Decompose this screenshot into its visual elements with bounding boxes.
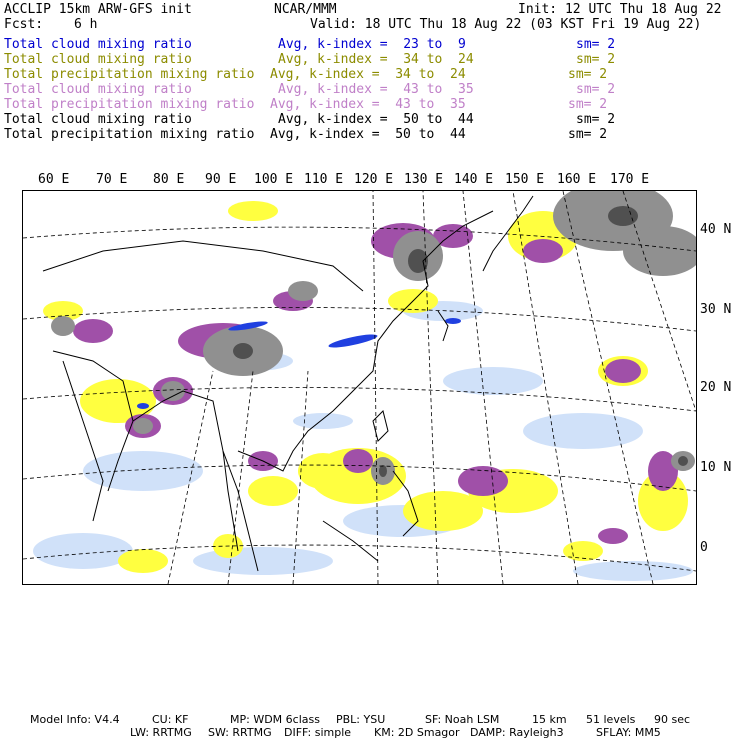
footer-sw: SW: RRTMG bbox=[208, 726, 272, 739]
legend-avg: Avg, k-index = 50 to 44 bbox=[278, 112, 474, 127]
legend-avg: Avg, k-index = 34 to 24 bbox=[278, 52, 474, 67]
lon-label: 100 E bbox=[254, 172, 294, 187]
legend-field: Total cloud mixing ratio bbox=[4, 37, 192, 52]
legend-sm: sm= 2 bbox=[576, 82, 616, 97]
lon-label: 120 E bbox=[354, 172, 394, 187]
legend-sm: sm= 2 bbox=[576, 52, 616, 67]
footer-model-info: Model Info: V4.4 bbox=[30, 713, 120, 726]
forecast-label: Fcst: bbox=[4, 17, 44, 32]
light-cloud-shading bbox=[33, 301, 693, 581]
footer-diff: DIFF: simple bbox=[284, 726, 352, 739]
footer-damp: DAMP: Rayleigh3 bbox=[470, 726, 564, 739]
legend-avg: Avg, k-index = 43 to 35 bbox=[278, 82, 474, 97]
legend-sm: sm= 2 bbox=[568, 97, 608, 112]
footer-levels: 51 levels bbox=[586, 713, 636, 726]
forecast-map bbox=[22, 190, 697, 585]
legend-sm: sm= 2 bbox=[576, 112, 616, 127]
legend-field: Total precipitation mixing ratio bbox=[4, 67, 255, 82]
lat-label: 10 N bbox=[700, 460, 732, 475]
lat-label: 40 N bbox=[700, 222, 732, 237]
lat-label: 0 bbox=[700, 540, 708, 555]
legend-avg: Avg, k-index = 34 to 24 bbox=[270, 67, 466, 82]
lon-label: 170 E bbox=[610, 172, 650, 187]
lon-label: 130 E bbox=[404, 172, 444, 187]
footer-km: KM: 2D Smagor bbox=[374, 726, 460, 739]
product-title: ACCLIP 15km ARW-GFS init bbox=[4, 2, 192, 17]
legend-avg: Avg, k-index = 50 to 44 bbox=[270, 127, 466, 142]
footer-lw: LW: RRTMG bbox=[130, 726, 192, 739]
footer-mp: MP: WDM 6class bbox=[230, 713, 320, 726]
legend-field: Total precipitation mixing ratio bbox=[4, 97, 255, 112]
legend-field: Total cloud mixing ratio bbox=[4, 112, 192, 127]
legend-field: Total precipitation mixing ratio bbox=[4, 127, 255, 142]
lon-label: 110 E bbox=[304, 172, 344, 187]
legend-avg: Avg, k-index = 23 to 9 bbox=[278, 37, 466, 52]
lon-label: 150 E bbox=[505, 172, 545, 187]
footer-timestep: 90 sec bbox=[654, 713, 691, 726]
footer-sf: SF: Noah LSM bbox=[425, 713, 500, 726]
organization: NCAR/MMM bbox=[274, 2, 337, 17]
lat-label: 20 N bbox=[700, 380, 732, 395]
footer-resolution: 15 km bbox=[532, 713, 567, 726]
lon-label: 140 E bbox=[454, 172, 494, 187]
lon-label: 70 E bbox=[96, 172, 128, 187]
legend-field: Total cloud mixing ratio bbox=[4, 82, 192, 97]
footer-pbl: PBL: YSU bbox=[336, 713, 386, 726]
legend-sm: sm= 2 bbox=[576, 37, 616, 52]
legend-sm: sm= 2 bbox=[568, 127, 608, 142]
lon-label: 60 E bbox=[38, 172, 70, 187]
footer-sflay: SFLAY: MM5 bbox=[596, 726, 661, 739]
legend-field: Total cloud mixing ratio bbox=[4, 52, 192, 67]
lon-label: 80 E bbox=[153, 172, 185, 187]
init-time: Init: 12 UTC Thu 18 Aug 22 bbox=[518, 2, 722, 17]
map-canvas bbox=[23, 191, 696, 584]
forecast-hour: 6 h bbox=[74, 17, 98, 32]
lon-label: 90 E bbox=[205, 172, 237, 187]
footer-cu: CU: KF bbox=[152, 713, 189, 726]
legend-sm: sm= 2 bbox=[568, 67, 608, 82]
legend-avg: Avg, k-index = 43 to 35 bbox=[270, 97, 466, 112]
lon-label: 160 E bbox=[557, 172, 597, 187]
lat-label: 30 N bbox=[700, 302, 732, 317]
valid-time: Valid: 18 UTC Thu 18 Aug 22 (03 KST Fri 19 Aug 22) bbox=[310, 17, 702, 32]
